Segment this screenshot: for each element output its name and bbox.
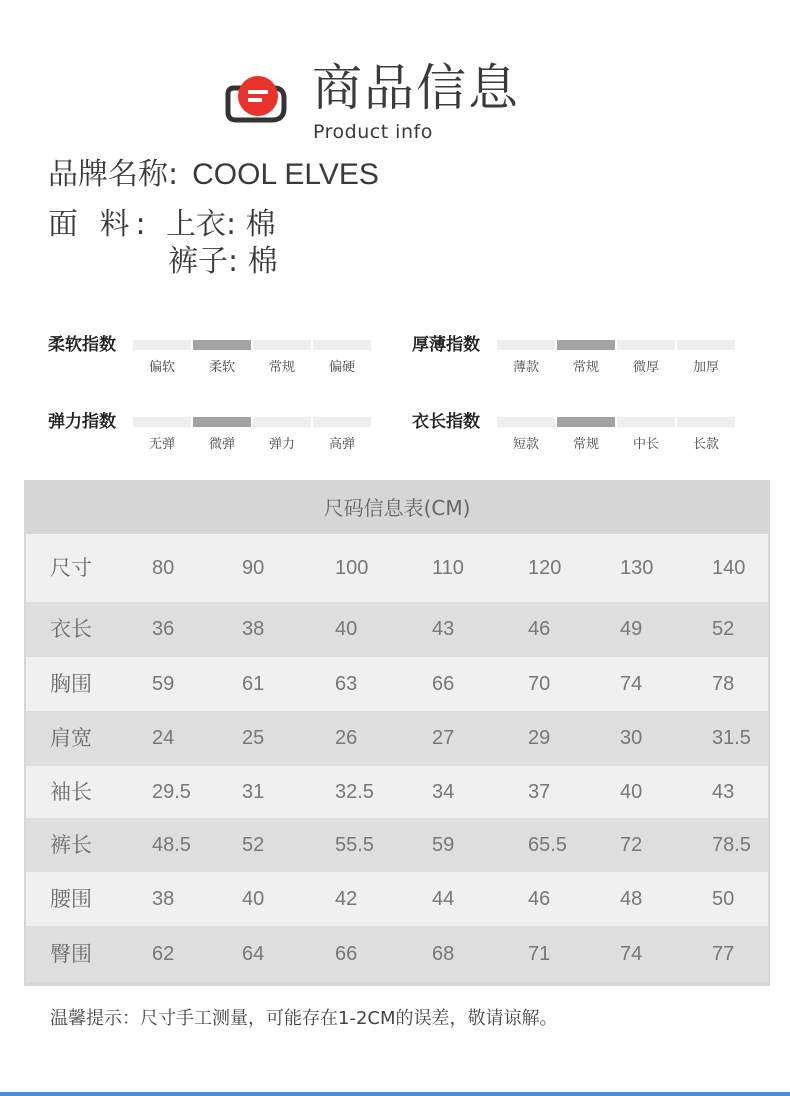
- table-cell: 66: [432, 673, 455, 695]
- index-bar: [497, 340, 737, 375]
- table-cell: 62: [152, 943, 175, 965]
- fabric-pants: 裤子: 棉: [168, 244, 278, 279]
- index-option-label: 微弹: [208, 437, 235, 452]
- row-header-cell: 袖长: [50, 780, 92, 804]
- index-segment: [133, 417, 191, 427]
- table-cell: 43: [432, 618, 455, 640]
- table-cell: 48: [620, 888, 643, 910]
- table-cell: 61: [242, 673, 265, 695]
- index-option-label: 中长: [632, 437, 659, 452]
- index-segment: [253, 417, 311, 427]
- index-option-label: 微厚: [632, 360, 659, 375]
- index-segment: [677, 340, 735, 350]
- index-segment: [497, 417, 555, 427]
- table-cell: 110: [432, 557, 464, 579]
- bottom-divider: [0, 1092, 790, 1096]
- index-segment: [617, 340, 675, 350]
- table-row: [26, 657, 768, 711]
- table-row: [26, 926, 768, 982]
- index-option-label: 常规: [268, 360, 295, 375]
- table-row: [26, 766, 768, 818]
- table-cell: 38: [242, 618, 265, 640]
- row-header-cell: 裤长: [50, 833, 92, 857]
- row-header-cell: 尺寸: [50, 556, 92, 580]
- table-cell: 100: [335, 557, 369, 579]
- table-cell: 52: [242, 834, 265, 856]
- page-title: 商品信息: [312, 59, 520, 117]
- table-cell: 63: [335, 673, 358, 695]
- index-option-label: 柔软: [208, 360, 235, 375]
- table-cell: 38: [152, 888, 175, 910]
- table-cell: 44: [432, 888, 455, 910]
- table-cell: 42: [335, 888, 358, 910]
- table-cell: 29.5: [152, 781, 191, 803]
- table-row: [26, 872, 768, 926]
- index-option-label: 常规: [572, 360, 599, 375]
- index-label: 衣长指数: [412, 412, 480, 432]
- index-segment: [133, 340, 191, 350]
- table-cell: 46: [528, 888, 551, 910]
- index-bar: [133, 340, 373, 375]
- index-label: 厚薄指数: [412, 335, 480, 355]
- page-subtitle: Product info: [313, 121, 433, 143]
- brand-value: COOL ELVES: [192, 158, 379, 191]
- index-option-label: 无弹: [148, 437, 175, 452]
- table-cell: 59: [152, 673, 175, 695]
- table-cell: 74: [620, 673, 643, 695]
- index-option-label: 弹力: [268, 437, 295, 452]
- table-cell: 37: [528, 781, 551, 803]
- product-info-logo-icon: [222, 68, 292, 132]
- index-segment: [557, 417, 615, 427]
- index-label: 柔软指数: [48, 335, 116, 355]
- index-segment: [557, 340, 615, 350]
- size-table-title: 尺码信息表(CM): [323, 496, 471, 520]
- table-cell: 25: [242, 727, 265, 749]
- index-option-label: 长款: [692, 437, 719, 452]
- row-header-cell: 衣长: [50, 617, 92, 641]
- table-cell: 31: [242, 781, 265, 803]
- index-option-label: 短款: [512, 437, 539, 452]
- table-row: [26, 602, 768, 657]
- table-cell: 140: [712, 557, 746, 579]
- table-row: [26, 534, 768, 602]
- table-cell: 26: [335, 727, 358, 749]
- index-option-label: 薄款: [512, 360, 539, 375]
- index-segment: [677, 417, 735, 427]
- row-header-cell: 臀围: [50, 942, 92, 966]
- index-segment: [193, 340, 251, 350]
- table-cell: 36: [152, 618, 175, 640]
- table-cell: 68: [432, 943, 455, 965]
- index-segment: [617, 417, 675, 427]
- table-cell: 77: [712, 943, 735, 965]
- row-header-cell: 肩宽: [50, 726, 92, 750]
- table-cell: 120: [528, 557, 562, 579]
- fabric-label: 面 料:: [48, 207, 152, 242]
- table-cell: 43: [712, 781, 735, 803]
- table-cell: 78.5: [712, 834, 751, 856]
- table-cell: 70: [528, 673, 551, 695]
- measurement-note: 温馨提示：尺寸手工测量，可能存在1-2CM的误差，敬请谅解。: [50, 1008, 558, 1029]
- table-cell: 55.5: [335, 834, 374, 856]
- table-cell: 40: [242, 888, 265, 910]
- table-cell: 74: [620, 943, 643, 965]
- index-bar: [133, 417, 373, 452]
- table-cell: 34: [432, 781, 455, 803]
- table-cell: 130: [620, 557, 654, 579]
- table-cell: 59: [432, 834, 455, 856]
- index-option-label: 加厚: [692, 360, 719, 375]
- brand-label: 品牌名称:: [48, 157, 179, 192]
- index-bar: [497, 417, 737, 452]
- index-option-label: 偏软: [148, 360, 175, 375]
- size-table: [24, 480, 770, 986]
- index-option-label: 常规: [572, 437, 599, 452]
- table-cell: 50: [712, 888, 735, 910]
- index-option-label: 偏硬: [328, 360, 355, 375]
- table-cell: 66: [335, 943, 358, 965]
- table-cell: 40: [335, 618, 358, 640]
- table-cell: 49: [620, 618, 643, 640]
- table-row: [26, 818, 768, 872]
- table-cell: 46: [528, 618, 551, 640]
- table-cell: 30: [620, 727, 643, 749]
- brand-line: [48, 156, 379, 194]
- fabric-top: 上衣: 棉: [166, 207, 276, 242]
- index-segment: [497, 340, 555, 350]
- table-cell: 52: [712, 618, 735, 640]
- table-cell: 64: [242, 943, 265, 965]
- table-cell: 48.5: [152, 834, 191, 856]
- table-cell: 40: [620, 781, 643, 803]
- table-cell: 24: [152, 727, 175, 749]
- row-header-cell: 腰围: [50, 887, 92, 911]
- table-cell: 90: [242, 557, 265, 579]
- index-segment: [313, 417, 371, 427]
- table-cell: 78: [712, 673, 735, 695]
- product-info-header: [0, 0, 790, 150]
- table-cell: 80: [152, 557, 175, 579]
- table-cell: 32.5: [335, 781, 374, 803]
- table-cell: 65.5: [528, 834, 567, 856]
- row-header-cell: 胸围: [50, 672, 92, 696]
- index-segment: [253, 340, 311, 350]
- table-cell: 71: [528, 943, 551, 965]
- table-row: [26, 711, 768, 766]
- table-cell: 31.5: [712, 727, 751, 749]
- index-segment: [313, 340, 371, 350]
- index-segment: [193, 417, 251, 427]
- table-cell: 27: [432, 727, 455, 749]
- index-label: 弹力指数: [48, 412, 116, 432]
- index-option-label: 高弹: [328, 437, 355, 452]
- table-cell: 72: [620, 834, 643, 856]
- table-cell: 29: [528, 727, 551, 749]
